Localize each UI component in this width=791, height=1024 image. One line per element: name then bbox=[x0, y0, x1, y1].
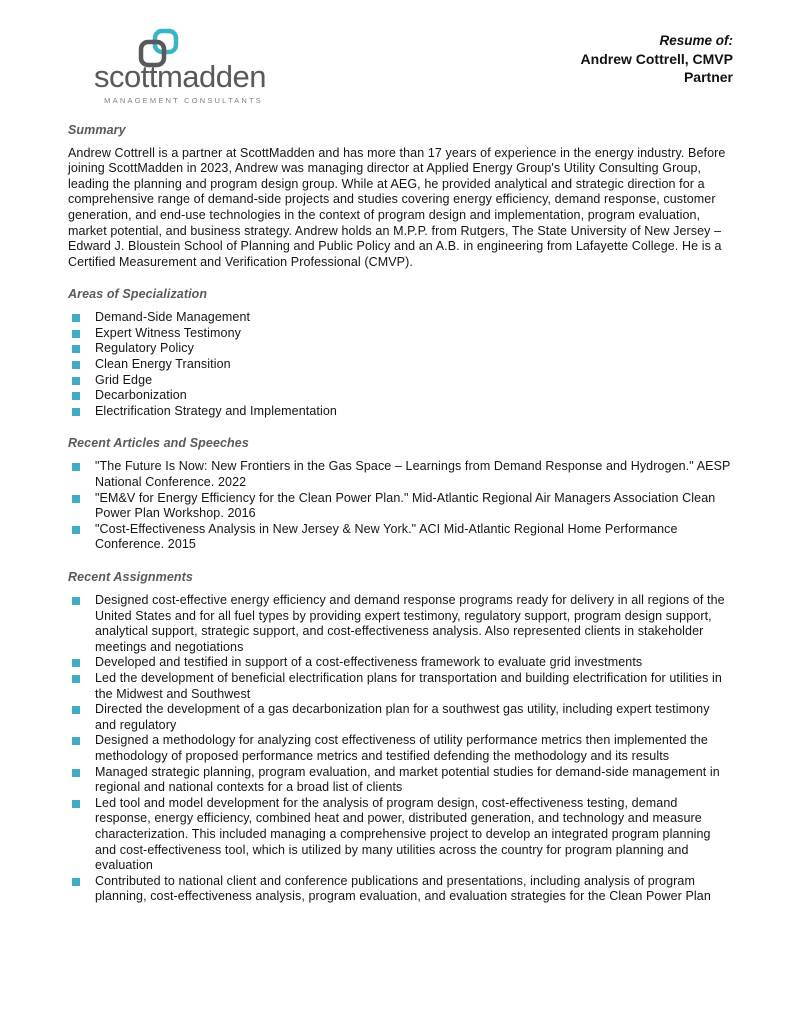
bullet-square-icon bbox=[72, 597, 80, 605]
list-item bbox=[68, 733, 733, 764]
section-heading-articles: Recent Articles and Speeches bbox=[68, 436, 249, 451]
list-item bbox=[68, 655, 733, 671]
list-item bbox=[68, 388, 733, 404]
bullet-square-icon bbox=[72, 769, 80, 777]
list-item-text: "EM&V for Energy Efficiency for the Clean Power Plan." Mid-Atlantic Regional Air Managers Association Clean Power Plan Workshop. 2016 bbox=[95, 490, 716, 521]
list-item bbox=[68, 341, 733, 357]
bullet-square-icon bbox=[72, 737, 80, 745]
resume-header-block bbox=[581, 28, 733, 86]
list-item-text: Expert Witness Testimony bbox=[95, 325, 241, 340]
bullet-square-icon bbox=[72, 659, 80, 667]
bullet-square-icon bbox=[72, 800, 80, 808]
person-title: Partner bbox=[683, 69, 733, 85]
list-item-text: Designed cost-effective energy efficiency and demand response programs ready for delivery in all regions of the United States and for all fuel types by providing expert testimony, regulatory support, program design support, analytical support, strategic support, and cost-effectiveness analysis. Also represented clients in stakeholder meetings and negotiations bbox=[95, 593, 725, 654]
bullet-square-icon bbox=[72, 345, 80, 353]
list-item-text: Decarbonization bbox=[95, 388, 187, 403]
list-item-text: Clean Energy Transition bbox=[95, 357, 231, 372]
logo-wordmark: scottmadden bbox=[94, 59, 266, 94]
summary-paragraph: Andrew Cottrell is a partner at ScottMadden and has more than 17 years of experience in the energy industry. Before joining ScottMadden in 2023, Andrew was managing director at Applied Energy Group's Utility Consulting Group, leading the planning and program design group. While at AEG, he provided analytical and strategic direction for a comprehensive range of demand-side projects and studies covering energy efficiency, demand response, customer generation, and end-use technologies in the context of program design and implementation, program evaluation, market potential, and business strategy. Andrew holds an M.P.P. from Rutgers, The State University of New Jersey – Edward J. Bloustein School of Planning and Public Policy and an A.B. in engineering from Lafayette College. He is a Certified Measurement and Verification Professional (CMVP). bbox=[68, 145, 726, 269]
list-item-text: Directed the development of a gas decarbonization plan for a southwest gas utility, including expert testimony and regulatory bbox=[95, 702, 710, 732]
list-item bbox=[68, 357, 733, 373]
bullet-square-icon bbox=[72, 314, 80, 322]
list-item-text: Grid Edge bbox=[95, 372, 153, 387]
bullet-square-icon bbox=[72, 495, 80, 503]
list-item-text: Electrification Strategy and Implementation bbox=[95, 403, 337, 418]
list-item bbox=[68, 491, 733, 522]
list-item-text: Demand-Side Management bbox=[95, 310, 251, 325]
section-heading-specialization: Areas of Specialization bbox=[68, 287, 208, 302]
list-item bbox=[68, 671, 733, 702]
bullet-square-icon bbox=[72, 878, 80, 886]
bullet-square-icon bbox=[72, 377, 80, 385]
list-item-text: "The Future Is Now: New Frontiers in the Gas Space – Learnings from Demand Response and Hydrogen." AESP National Conference. 2022 bbox=[95, 459, 731, 490]
list-item bbox=[68, 404, 733, 420]
list-item bbox=[68, 796, 733, 874]
list-item bbox=[68, 765, 733, 796]
list-item-text: "Cost-Effectiveness Analysis in New Jersey & New York." ACI Mid-Atlantic Regional Home Performance Conference. 2015 bbox=[95, 521, 678, 552]
list-item bbox=[68, 310, 733, 326]
page-header bbox=[68, 28, 733, 105]
section-heading-assignments: Recent Assignments bbox=[68, 570, 193, 585]
list-item-text: Designed a methodology for analyzing cost effectiveness of utility performance metrics then implemented the methodology of proposed performance metrics and testified defending the methodology and its results bbox=[95, 733, 708, 763]
list-item bbox=[68, 522, 733, 553]
bullet-square-icon bbox=[72, 706, 80, 714]
specialization-list bbox=[68, 310, 733, 419]
bullet-square-icon bbox=[72, 463, 80, 471]
bullet-square-icon bbox=[72, 361, 80, 369]
bullet-square-icon bbox=[72, 526, 80, 534]
bullet-square-icon bbox=[72, 408, 80, 416]
list-item-text: Managed strategic planning, program evaluation, and market potential studies for demand-side management in regional and national contexts for a broad list of clients bbox=[95, 764, 720, 795]
bullet-square-icon bbox=[72, 392, 80, 400]
bullet-square-icon bbox=[72, 675, 80, 683]
list-item-text: Developed and testified in support of a cost-effectiveness framework to evaluate grid investments bbox=[95, 655, 643, 670]
list-item-text: Regulatory Policy bbox=[95, 341, 194, 356]
scottmadden-logo bbox=[94, 28, 266, 105]
section-heading-summary: Summary bbox=[68, 122, 126, 137]
list-item bbox=[68, 702, 733, 733]
list-item bbox=[68, 593, 733, 655]
list-item bbox=[68, 373, 733, 389]
bullet-square-icon bbox=[72, 330, 80, 338]
articles-list bbox=[68, 459, 733, 553]
resume-of-label: Resume of: bbox=[659, 33, 733, 48]
person-name: Andrew Cottrell, CMVP bbox=[580, 51, 733, 67]
assignments-list bbox=[68, 593, 733, 905]
logo-tagline: MANAGEMENT CONSULTANTS bbox=[104, 95, 263, 105]
list-item-text: Contributed to national client and conference publications and presentations, including analysis of program planning, cost-effectiveness analysis, program evaluation, and evaluation strategies for the Clean Power Plan bbox=[95, 873, 711, 904]
list-item-text: Led the development of beneficial electrification plans for transportation and building electrification for utilities in the Midwest and Southwest bbox=[95, 670, 722, 701]
list-item bbox=[68, 459, 733, 490]
list-item-text: Led tool and model development for the analysis of program design, cost-effectiveness testing, demand response, energy efficiency, combined heat and power, distributed generation, and technology and measure characterization. This included managing a comprehensive project to develop an integrated program planning and cost-effectiveness tool, which is utilized by many utilities across the country for program planning and evaluation bbox=[95, 795, 711, 873]
list-item bbox=[68, 326, 733, 342]
list-item bbox=[68, 874, 733, 905]
